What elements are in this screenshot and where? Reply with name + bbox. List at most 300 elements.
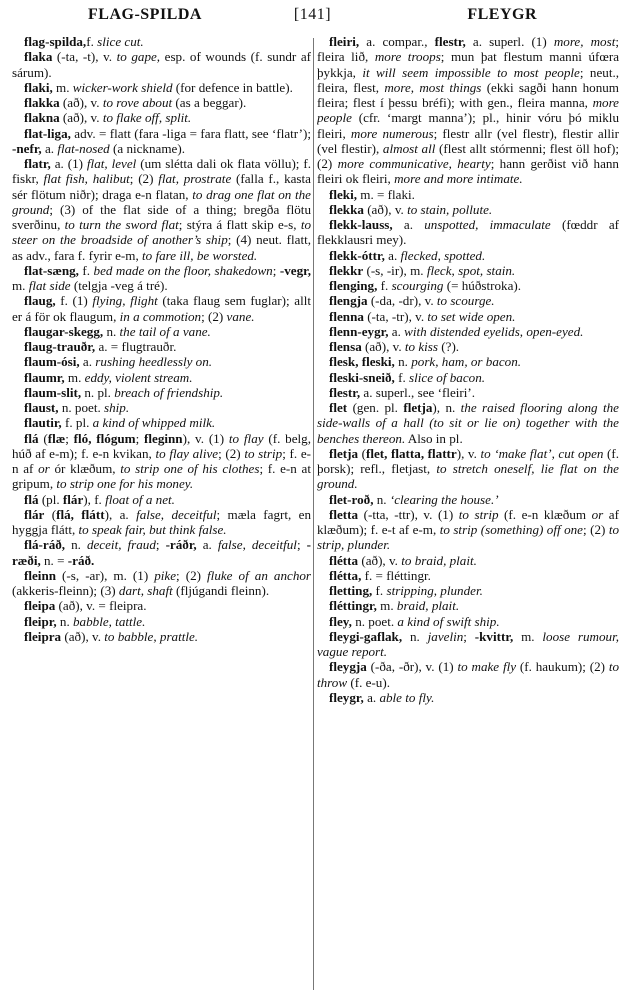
entry-text: (-ta, -tr), v. <box>363 308 428 324</box>
entry-text: a. <box>388 323 405 339</box>
entry-text: a. superl., see ‘fleiri’. <box>360 384 476 400</box>
headword: fleipa <box>24 598 56 614</box>
subentry-word: flár <box>62 491 84 507</box>
subentry-word: -vegr, <box>279 262 311 278</box>
entry-text: n. poet. <box>58 400 105 415</box>
definition-text: to strip <box>244 445 283 461</box>
dictionary-entry <box>12 126 311 157</box>
definition-text: ‘clearing the house.’ <box>389 491 499 507</box>
entry-text: ; <box>65 430 74 446</box>
definition-text: to kiss <box>404 339 438 354</box>
headword: flaugar-skegg, <box>24 323 104 339</box>
dictionary-entry <box>12 415 311 430</box>
entry-text: ; hann gerðist við hann fleiri ok fleiri, <box>317 156 619 187</box>
definition-text: false, deceitful <box>217 537 297 553</box>
entry-text: a. <box>79 354 96 370</box>
definition-text: ship. <box>104 400 130 415</box>
headword: fley, <box>329 613 352 629</box>
entry-text: n. pl. <box>81 384 115 400</box>
definition-text: scourging <box>391 278 444 293</box>
entry-text: ; mun þat flestum manni úfœra þykkja, <box>317 49 619 80</box>
entry-text: n. <box>56 613 73 629</box>
entry-text: (fljúgandi fleinn). <box>172 583 270 598</box>
subentry-word: flestr, <box>434 34 466 49</box>
dictionary-entry <box>12 385 311 400</box>
dictionary-entry <box>12 400 311 415</box>
headword: flenging, <box>329 278 378 293</box>
definition-text: fleck, spot, stain. <box>426 262 516 278</box>
entry-text: ), v. <box>456 445 481 461</box>
entry-text: ), f. <box>83 491 106 507</box>
entry-text: f. (1) <box>55 293 93 309</box>
entry-text: (-s, -ar), m. (1) <box>56 567 155 583</box>
entry-text: ; f. e-n at gripum, <box>12 461 311 492</box>
entry-text: (að), v. <box>363 201 408 217</box>
headword: flá <box>24 491 39 507</box>
definition-text: loose rumour, vague report. <box>317 628 619 659</box>
definition-text: to flake off, split. <box>102 110 192 126</box>
dictionary-entry <box>317 202 619 217</box>
headword: flár <box>24 506 45 522</box>
page-header <box>18 6 607 32</box>
definition-text: javelin <box>427 628 464 644</box>
headword: flá-ráð, <box>24 537 66 553</box>
headword: flaug, <box>24 293 56 309</box>
entry-text: (-ta, -t), v. <box>52 49 117 65</box>
entry-text: esp. of wounds (f. sundr af sárum). <box>12 49 311 80</box>
entry-text: ; neut., fleira, flest, <box>317 64 619 95</box>
headword: flekka <box>329 201 364 217</box>
entry-text: m. <box>12 278 29 293</box>
headword: flaki, <box>24 79 53 95</box>
entry-text: ( <box>38 430 48 446</box>
headword: flag-spilda, <box>24 34 87 49</box>
entry-text: (-tta, -ttr), v. (1) <box>358 506 459 522</box>
headword: flesk, fleski, <box>329 354 395 370</box>
definition-text: vane. <box>226 308 255 324</box>
headword: flakna <box>24 110 60 126</box>
headword: fleygja <box>329 659 367 675</box>
entry-text: ; (2) <box>176 567 208 583</box>
definition-text: braid, plait. <box>396 598 460 614</box>
definition-text: flying, flight <box>92 293 158 309</box>
entry-text: n. <box>373 491 390 507</box>
entry-text: a. <box>392 217 425 232</box>
headword: flengja <box>329 293 368 309</box>
left-column <box>12 34 311 992</box>
definition-text: the tail of a vane. <box>119 323 211 339</box>
dictionary-entry <box>317 278 619 293</box>
entry-text: ; (2) <box>201 308 227 324</box>
entry-text: (að), v. <box>358 552 402 568</box>
entry-text: f. <box>372 583 387 598</box>
dictionary-entry <box>317 354 619 369</box>
definition-text: false, deceitful <box>136 506 217 522</box>
subentry-word: flet, flatta, flattr <box>366 445 457 461</box>
definition-text: to strip one for his money. <box>56 476 194 492</box>
headword: fleski-sneið, <box>329 369 395 385</box>
definition-text: eddy, violent stream. <box>84 369 193 385</box>
dictionary-entry <box>12 537 311 568</box>
dictionary-entry <box>12 568 311 599</box>
entry-text: ; <box>296 537 307 553</box>
entry-text: f. = fléttingr. <box>361 567 431 583</box>
entry-text: ; fleira lið, <box>317 34 619 65</box>
entry-text: (?). <box>438 339 460 354</box>
entry-text: f. <box>394 369 410 385</box>
entry-text: (að), v. <box>59 95 103 110</box>
entry-text: f. pl. <box>61 415 93 431</box>
headword: flekkr <box>329 262 364 278</box>
dictionary-entry <box>12 339 311 354</box>
entry-text: (for defence in battle). <box>172 79 293 95</box>
definition-text: stripping, plunder. <box>386 583 483 598</box>
definition-text: almost all <box>382 140 436 156</box>
entry-text: (gen. pl. <box>347 400 404 415</box>
dictionary-entry <box>12 614 311 629</box>
subentry-word: fleginn <box>144 430 183 446</box>
definition-text: unspotted, immaculate <box>424 217 551 232</box>
dictionary-entry <box>12 34 311 49</box>
entry-text: a. <box>41 140 58 156</box>
entry-text: a. = flugtrauðr. <box>95 339 177 354</box>
entry-text: f. <box>78 262 94 278</box>
headword: fleinn <box>24 567 57 583</box>
dictionary-entry <box>317 568 619 583</box>
entry-text: n. <box>65 537 87 553</box>
dictionary-entry <box>317 583 619 598</box>
page-number: [141] <box>293 6 332 23</box>
entry-text: Also in pl. <box>405 430 463 446</box>
headword: flakka <box>24 95 60 110</box>
definition-text: to stain, pollute. <box>407 201 493 217</box>
definition-text: babble, tattle. <box>73 613 146 629</box>
definition-text: to make fly <box>457 659 517 675</box>
entry-text: n. <box>394 354 412 370</box>
entry-text: (flest allt stórmenni; flest öll hof); (2) <box>317 140 619 171</box>
headword: flétta, <box>329 567 362 583</box>
definition-text: flat-nosed <box>57 140 110 156</box>
entry-text: (taka flaug sem fuglar); allt er á för ok flaugum, <box>12 293 311 324</box>
definition-text: deceit, fraud <box>86 537 156 553</box>
definition-text: more, most things <box>384 79 482 95</box>
definition-text: fluke of an anchor <box>207 567 311 583</box>
subentry-word: -nefr, <box>12 140 42 156</box>
definition-text: to strip, plunder. <box>317 522 619 553</box>
headword: flet <box>329 400 348 415</box>
subentry-word: fletja <box>403 400 433 415</box>
entry-text: (um slétta dali ok flata völlu); f. fiskr, <box>12 156 311 187</box>
dictionary-entry <box>12 156 311 263</box>
dictionary-entry <box>317 598 619 613</box>
definition-text: to steer on the broadside of another’s ship <box>12 217 311 248</box>
dictionary-entry <box>317 629 619 660</box>
headword: flekk-óttr, <box>329 247 385 263</box>
entry-text: f. <box>377 278 392 293</box>
dictionary-entry <box>12 95 311 110</box>
entry-text: (f. e-u). <box>347 674 390 690</box>
headword: flautir, <box>24 415 62 431</box>
definition-text: more people <box>317 95 619 126</box>
subentry-word: -kvittr, <box>474 628 514 644</box>
entry-text: f. <box>86 34 98 49</box>
definition-text: to scourge. <box>436 293 495 309</box>
entry-text: ), v. (1) <box>182 430 229 446</box>
entry-text: af klæðum); f. e-t af e-m, <box>317 506 619 537</box>
entry-text: (falla f., kasta sér flötum niðr); draga e-n flatan, <box>12 171 311 202</box>
subentry-word: -ráð. <box>67 552 95 568</box>
entry-text: (að), v. = fleipra. <box>55 598 147 614</box>
entry-text: (akkeris-fleinn); (3) <box>12 583 119 598</box>
entry-text: m. <box>64 369 85 385</box>
headword: flenna <box>329 308 364 324</box>
dictionary-entry <box>317 659 619 690</box>
definition-text: to throw <box>317 659 619 690</box>
dictionary-entry <box>12 110 311 125</box>
entry-text: n. = <box>40 552 68 568</box>
entry-text: (f. þorsk); refl., fletjast, <box>317 445 619 476</box>
definition-text: more communicative, hearty <box>337 156 491 171</box>
entry-text: ; <box>463 628 475 644</box>
entry-text: (f. belg, húð af e-m); f. e-n kvikan, <box>12 430 311 461</box>
definition-text: to flay alive <box>155 445 219 461</box>
subentry-word: flæ <box>47 430 66 446</box>
definition-text: to strip (something) off one <box>439 522 583 537</box>
entry-text: (f. e-n klæðum <box>498 506 592 522</box>
headword: fleiri, <box>329 34 360 49</box>
entry-text: (-da, -dr), v. <box>367 293 437 309</box>
definition-text: a kind of whipped milk. <box>92 415 216 431</box>
headword: fletting, <box>329 583 373 598</box>
definition-text: it will seem impossible to most people <box>362 64 580 80</box>
definition-text: a kind of swift ship. <box>397 613 500 629</box>
dictionary-entry <box>317 324 619 339</box>
entry-text: ; (4) neut. flatt, as adv., fara f. fyrir e-m, <box>12 232 311 263</box>
definition-text: to babble, prattle. <box>104 628 199 644</box>
headword: flétta <box>329 552 359 568</box>
entry-text: a. compar., <box>359 34 435 49</box>
dictionary-entry <box>12 629 311 644</box>
entry-text: a. <box>363 689 380 705</box>
headword: fletja <box>329 445 359 461</box>
definition-text: to rove about <box>102 95 173 110</box>
entry-text: ; stýra á flatt skip e-s, <box>178 217 301 232</box>
entry-text: ; (3) of the flat side of a thing; bregða flötu sverðinu, <box>12 201 311 232</box>
headword: flet-roð, <box>329 491 374 507</box>
entry-text: (cfr. ‘margt manna’); pl., hinir vóru þó miklu fleiri, <box>317 110 619 141</box>
headword: fletta <box>329 506 359 522</box>
definition-text: flecked, spotted. <box>400 247 486 263</box>
headword: flenn-eygr, <box>329 323 389 339</box>
subentry-word: fló, flógum <box>73 430 136 446</box>
entry-text: ( <box>358 445 366 461</box>
headword: flaum-ósi, <box>24 354 80 370</box>
dictionary-entry <box>12 370 311 385</box>
entry-text: a. <box>384 247 401 263</box>
definition-text: to strip one of his clothes <box>120 461 260 476</box>
dictionary-entry <box>12 354 311 369</box>
definition-text: bed made on the floor, shakedown <box>93 262 273 278</box>
definition-text: to strip <box>458 506 499 522</box>
definition-text: more numerous <box>350 125 434 141</box>
entry-text: ; <box>135 430 145 446</box>
dictionary-entry <box>317 492 619 507</box>
headword: fléttingr, <box>329 598 377 614</box>
dictionary-entry <box>12 49 311 80</box>
definition-text: to stretch oneself, lie flat on the ground. <box>317 461 619 492</box>
definition-text: slice of bacon. <box>409 369 486 385</box>
dictionary-entry <box>317 553 619 568</box>
dictionary-entry <box>12 324 311 339</box>
running-head-right: FLEYGR <box>467 6 537 23</box>
entry-text: (a nickname). <box>109 140 185 156</box>
headword: flat-sæng, <box>24 262 79 278</box>
subentry-word: -ráðr, <box>165 537 197 553</box>
subentry-word: -ræði, <box>12 537 311 568</box>
definition-text: breach of friendship. <box>114 384 224 400</box>
entry-text: a. (1) <box>50 156 87 171</box>
entry-text: (-s, -ir), m. <box>363 262 427 278</box>
definition-text: with distended eyelids, open-eyed. <box>404 323 584 339</box>
dictionary-entry <box>317 400 619 446</box>
entry-text: m. <box>52 79 73 95</box>
dictionary-entry <box>12 598 311 613</box>
entry-text: ; <box>272 262 280 278</box>
entry-text: ), a. <box>104 506 137 522</box>
entry-text: n. <box>402 628 428 644</box>
dictionary-entry <box>317 217 619 248</box>
headword: flaust, <box>24 400 59 415</box>
dictionary-entry <box>12 507 311 538</box>
dictionary-entry <box>12 492 311 507</box>
dictionary-entry <box>317 34 619 187</box>
entry-text: ), n. <box>432 400 461 415</box>
entry-text: (að), v. <box>59 110 103 126</box>
headword: flensa <box>329 339 362 354</box>
definition-text: to ‘make flat’, cut open <box>480 445 604 461</box>
definition-text: flat fish, halibut <box>43 171 130 187</box>
entry-text: (pl. <box>38 491 63 507</box>
entry-text: a. <box>196 537 218 553</box>
entry-text: (telgja -veg á tré). <box>70 278 168 293</box>
dictionary-entry <box>12 80 311 95</box>
running-head-left: FLAG-SPILDA <box>88 6 202 23</box>
headword: flaumr, <box>24 369 65 385</box>
definition-text: to set wide open. <box>427 308 516 324</box>
definition-text: wicker-work shield <box>72 79 173 95</box>
definition-text: pike <box>154 567 177 583</box>
definition-text: float of a net. <box>105 491 175 507</box>
entry-text: n. poet. <box>351 613 398 629</box>
dictionary-entry <box>12 431 311 492</box>
headword: fleygi-gaflak, <box>329 628 403 644</box>
entry-text: (að), v. <box>61 628 105 644</box>
definition-text: flat, level <box>86 156 137 171</box>
entry-text: ; f. e-n af <box>12 445 311 476</box>
dictionary-entry <box>317 293 619 308</box>
definition-text: in a commotion <box>119 308 202 324</box>
subentry-word: flá, flátt <box>56 506 105 522</box>
definition-text: to flay <box>228 430 264 446</box>
headword: fleipr, <box>24 613 57 629</box>
headword: fleki, <box>329 186 358 202</box>
entry-text: (að), v. <box>361 339 405 354</box>
definition-text: to fare ill, be worsted. <box>142 247 258 263</box>
entry-text: (-ða, -ðr), v. (1) <box>366 659 458 675</box>
dictionary-entry <box>317 446 619 492</box>
dictionary-entry <box>317 370 619 385</box>
definition-text: to gape, <box>116 49 161 65</box>
entry-text: (f. haukum); (2) <box>516 659 609 675</box>
headword: flaum-slit, <box>24 384 82 400</box>
entry-text: ; (2) <box>218 445 245 461</box>
entry-text: ; flestr allr (vel flestr), flestir allir (vel flestir), <box>317 125 619 156</box>
column-divider <box>313 38 314 990</box>
dictionary-entry <box>12 263 311 294</box>
headword: flatr, <box>24 156 51 171</box>
entry-text: ; <box>155 537 166 553</box>
right-column <box>317 34 619 992</box>
definition-text: more and more intimate. <box>394 171 523 187</box>
entry-text: m. = flaki. <box>357 186 415 202</box>
entry-text: n. <box>103 323 120 339</box>
definition-text: to speak fair, but think false. <box>78 522 227 537</box>
headword: flestr, <box>329 384 361 400</box>
definition-text: more, most <box>553 34 616 49</box>
entry-text: (fœddr af flekklausri mey). <box>317 217 619 248</box>
dictionary-entry <box>317 385 619 400</box>
dictionary-entry <box>317 187 619 202</box>
entry-text: m. <box>376 598 397 614</box>
entry-text: m. <box>513 628 543 644</box>
definition-text: slice cut. <box>97 34 144 49</box>
definition-text: more troops <box>374 49 441 65</box>
entry-text: ; (2) <box>583 522 609 537</box>
headword: flat-liga, <box>24 125 71 141</box>
definition-text: able to fly. <box>379 689 435 705</box>
entry-text: ; mæla fagrt, en hyggja flátt, <box>12 506 311 537</box>
dictionary-entry <box>317 339 619 354</box>
definition-text: to drag one flat on the ground <box>12 186 311 217</box>
entry-text: ; (2) <box>129 171 159 187</box>
entry-text: ( <box>44 506 57 522</box>
headword: flá <box>24 430 39 446</box>
entry-text: adv. = flatt (fara -liga = fara flatt, see ‘flatr’); <box>70 125 311 141</box>
headword: fleygr, <box>329 689 364 705</box>
headword: fleipra <box>24 628 62 644</box>
dictionary-entry <box>317 507 619 553</box>
definition-text: to braid, plait. <box>401 552 477 568</box>
dictionary-entry <box>317 248 619 263</box>
dictionary-entry <box>12 293 311 324</box>
definition-text: rushing heedlessly on. <box>95 354 213 370</box>
dictionary-entry <box>317 263 619 278</box>
definition-text: flat side <box>28 278 71 293</box>
dictionary-entry <box>317 690 619 705</box>
definition-text: or <box>38 461 50 476</box>
dictionary-entry <box>317 614 619 629</box>
definition-text: or <box>591 506 604 522</box>
definition-text: dart, shaft <box>118 583 173 598</box>
definition-text: flat, prostrate <box>158 171 232 187</box>
entry-text: (= húðstroka). <box>443 278 522 293</box>
dictionary-entry <box>317 309 619 324</box>
headword: flaka <box>24 49 53 65</box>
headword: flaug-trauðr, <box>24 339 96 354</box>
headword: flekk-lauss, <box>329 217 393 232</box>
definition-text: the raised flooring along the side-walls of a hall (to sit or lie on) together with the benches thereon. <box>317 400 619 446</box>
definition-text: pork, ham, or bacon. <box>411 354 522 370</box>
